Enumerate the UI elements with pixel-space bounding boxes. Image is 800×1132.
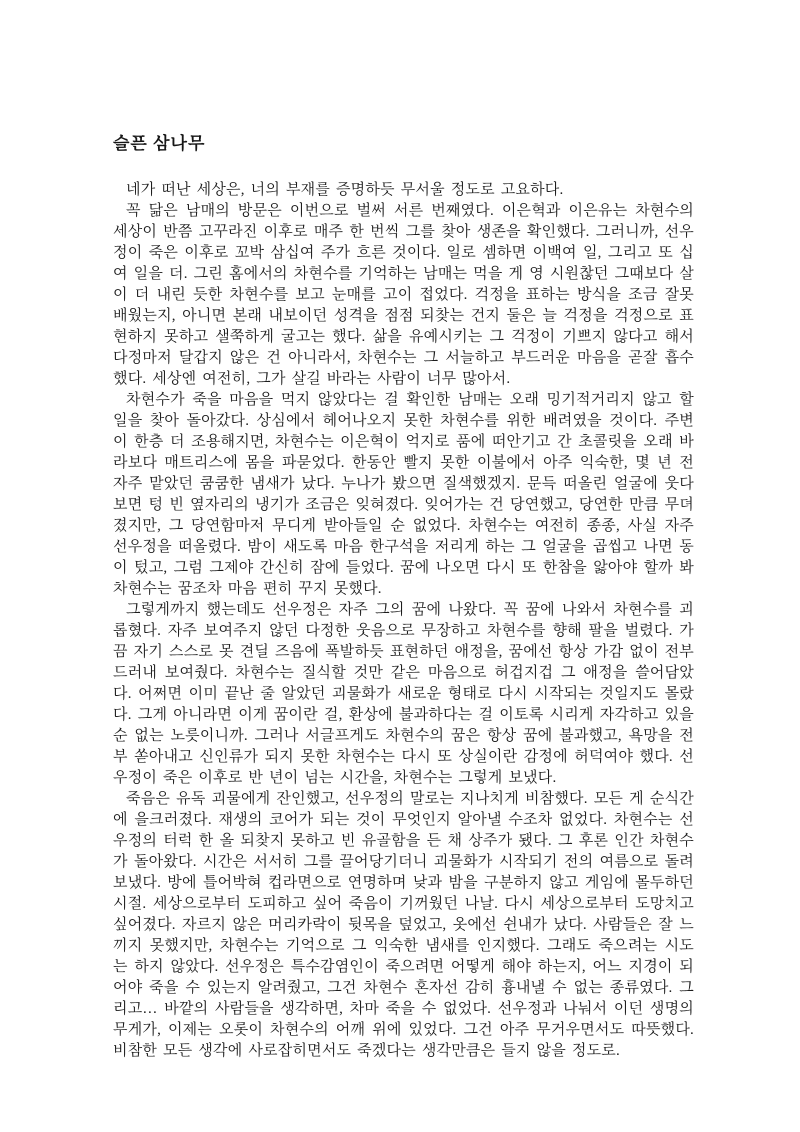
paragraph: 차현수가 죽을 마음을 먹지 않았다는 걸 확인한 남매는 오래 밍기적거리지 않고 할 일을 찾아 돌아갔다. 상심에서 헤어나오지 못한 차현수를 위한 배려였을 것이다. 주변이 한층 더 조용해지면, 차현수는 이은혁이 억지로 품에 떠안기고 간 초콜릿을 오래 바라보다 매트리스에 몸을 파묻었다. 한동안 빨지 못한 이불에서 아주 익숙한, 몇 년 전 자주 맡았던 쿰쿰한 냄새가 났다. 누나가 봤으면 질색했겠지. 문득 떠올린 얼굴에 웃다 보면 텅 빈 옆자리의 냉기가 조금은 잊혀졌다. 잊어가는 건 당연했고, 당연한 만큼 무뎌졌지만, 그 당연함마저 무디게 받아들일 순 없었다. 차현수는 여전히 종종, 사실 자주 선우정을 떠올렸다. 밤이 새도록 마음 한구석을 저리게 하는 그 얼굴을 곱씹고 나면 동이 텄고, 그럼 그제야 간신히 잠에 들었다. 꿈에 나오면 다시 또 한참을 앓아야 할까 봐 차현수는 꿈조차 마음 편히 꾸지 못했다. <box>113 392 694 597</box>
paragraph: 그렇게까지 했는데도 선우정은 자주 그의 꿈에 나왔다. 꼭 꿈에 나와서 차현수를 괴롭혔다. 자주 보여주지 않던 다정한 웃음으로 무장하고 차현수를 향해 팔을 벌렸다. 가끔 자기 스스로 못 견딜 즈음에 폭발하듯 표현하던 애정을, 꿈에선 항상 가감 없이 전부 드러내 보여줬다. 차현수는 질식할 것만 같은 마음으로 허겁지겁 그 애정을 쓸어담았다. 어쩌면 이미 끝난 줄 알았던 괴물화가 새로운 형태로 다시 시작되는 것일지도 몰랐다. 그게 아니라면 이게 꿈이란 걸, 환상에 불과하다는 걸 이토록 시리게 자각하고 있을 순 없는 노릇이니까. 그러나 서글프게도 차현수의 꿈은 항상 꿈에 불과했고, 욕망을 전부 쏟아내고 신인류가 되지 못한 차현수는 다시 또 상실이란 감정에 허덕여야 했다. 선우정이 죽은 이후로 반 년이 넘는 시간을, 차현수는 그렇게 보냈다. <box>113 602 694 786</box>
document-title: 슬픈 삼나무 <box>113 134 206 153</box>
paragraph: 죽음은 유독 괴물에게 잔인했고, 선우정의 말로는 지나치게 비참했다. 모든 게 순식간에 을크러졌다. 재생의 코어가 되는 것이 무엇인지 알아낼 수조차 없었다. 차현수는 선우정의 터럭 한 올 되찾지 못하고 빈 유골함을 든 채 상주가 됐다. 그 후론 인간 차현수가 돌아왔다. 시간은 서서히 그를 끌어당기더니 괴물화가 시작되기 전의 여름으로 돌려보냈다. 방에 틀어박혀 컵라면으로 연명하며 낮과 밤을 구분하지 않고 게임에 몰두하던 시절. 세상으로부터 도피하고 싶어 죽음이 기꺼웠던 나날. 다시 세상으로부터 도망치고 싶어졌다. 자르지 않은 머리카락이 뒷목을 덮었고, 옷에선 쉰내가 났다. 사람들은 잘 느끼지 못했지만, 차현수는 기억으로 그 익숙한 냄새를 인지했다. 그래도 죽으려는 시도는 하지 않았다. 선우정은 특수감염인이 죽으려면 어떻게 해야 하는지, 어느 지경이 되어야 죽을 수 있는지 알려줬고, 그건 차현수 혼자선 감히 흉내낼 수 없는 종류였다. 그리고… 바깥의 사람들을 생각하면, 차마 죽을 수 없었다. 선우정과 나눠서 이던 생명의 무게가, 이제는 오롯이 차현수의 어깨 위에 있었다. 그건 아주 무거우면서도 따뜻했다. 비참한 모든 생각에 사로잡히면서도 죽겠다는 생각만큼은 들지 않을 정도로. <box>113 791 694 1059</box>
paragraph: 꼭 닮은 남매의 방문은 이번으로 벌써 서른 번째였다. 이은혁과 이은유는 차현수의 세상이 반쯤 고꾸라진 이후로 매주 한 번씩 그를 찾아 생존을 확인했다. 그러니까, 선우정이 죽은 이후로 꼬박 삼십여 주가 흐른 것이다. 일로 셈하면 이백여 일, 그리고 또 십여 일을 더. 그린 홈에서의 차현수를 기억하는 남매는 먹을 게 영 시원찮던 그때보다 살이 더 내린 듯한 차현수를 보고 눈매를 고이 접었다. 걱정을 표하는 방식을 조금 잘못 배웠는지, 아니면 본래 내보이던 성격을 점점 되찾는 건지 둘은 늘 걱정을 걱정으로 표현하지 못하고 샐쭉하게 굴고는 했다. 삶을 유예시키는 그 걱정이 기쁘지 않다고 해서 다정마저 달갑지 않은 건 아니라서, 차현수는 그 서늘하고 부드러운 마음을 곧잘 흡수했다. 세상엔 여전히, 그가 살길 바라는 사람이 너무 많아서. <box>113 203 694 387</box>
document-body <box>113 180 694 1062</box>
paragraph: 네가 떠난 세상은, 너의 부재를 증명하듯 무서울 정도로 고요하다. <box>126 182 564 198</box>
